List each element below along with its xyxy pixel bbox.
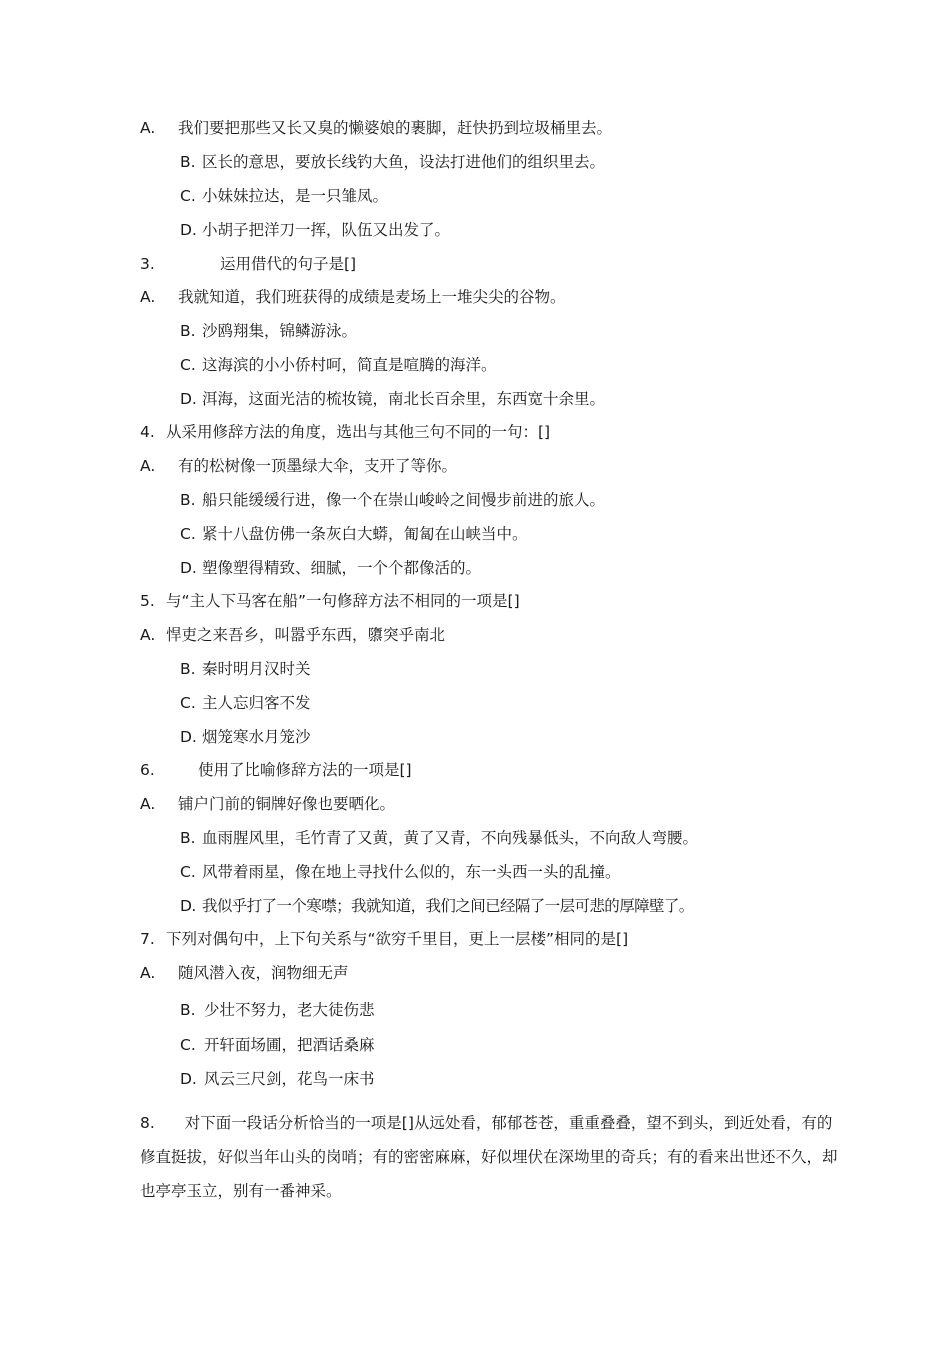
q4-option-c — [180, 524, 528, 544]
q7-stem-text: 下列对偶句中，上下句关系与“欲穷千里目，更上一层楼”相同的是[] — [166, 930, 629, 948]
q3-stem-text: 运用借代的句子是[] — [220, 255, 357, 273]
q2-option-a — [140, 118, 612, 138]
q4-option-d-label: D. — [180, 559, 197, 577]
q7-option-c — [180, 1035, 375, 1055]
q2-option-c-label: C. — [180, 187, 196, 205]
q3-option-b — [180, 321, 357, 341]
q3-number: 3. — [140, 255, 155, 273]
q4-option-b-text: 船只能缓缓行进，像一个在崇山峻岭之间慢步前进的旅人。 — [202, 491, 606, 509]
q4-option-a-text: 有的松树像一顶墨绿大伞，支开了等你。 — [178, 457, 458, 475]
q7-option-a — [140, 963, 349, 983]
q4-option-b-label: B. — [180, 491, 196, 509]
q3-option-a-label: A. — [140, 288, 156, 306]
q7-number: 7. — [140, 930, 155, 948]
q7-option-b-text: 少壮不努力，老大徒伤悲 — [204, 1001, 375, 1019]
q6-option-b-label: B. — [180, 829, 196, 847]
q2-option-d-label: D. — [180, 221, 197, 239]
q5-stem-text: 与“主人下马客在船”一句修辞方法不相同的一项是[] — [166, 592, 520, 610]
q7-option-a-label: A. — [140, 964, 156, 982]
q4-option-d-text: 塑像塑得精致、细腻，一个个都像活的。 — [202, 559, 482, 577]
q5-option-a — [140, 625, 445, 645]
q2-option-a-text: 我们要把那些又长又臭的懒婆娘的裹脚，赶快扔到垃圾桶里去。 — [178, 119, 613, 137]
q8-text: 对下面一段话分析恰当的一项是[]从远处看，郁郁苍苍，重重叠叠，望不到头，到近处看，有的修直挺拔，好似当年山头的岗哨；有的密密麻麻，好似埋伏在深坳里的奇兵；有的看来出世还不久，却也亭亭玉立，别有一番神采。 — [140, 1114, 838, 1200]
q4-option-a-label: A. — [140, 457, 156, 475]
q5-option-d-label: D. — [180, 728, 197, 746]
q3-option-c-label: C. — [180, 356, 196, 374]
q2-option-b-text: 区长的意思，要放长线钓大鱼，设法打进他们的组织里去。 — [202, 153, 606, 171]
q6-option-d-text: 我似乎打了一个寒噤；我就知道，我们之间已经隔了一层可悲的厚障壁了。 — [202, 897, 694, 915]
q6-option-c-text: 风带着雨星，像在地上寻找什么似的，东一头西一头的乱撞。 — [202, 863, 621, 881]
q6-option-b — [180, 828, 698, 848]
q6-option-c — [180, 862, 621, 882]
q6-number: 6. — [140, 761, 155, 779]
q6-option-b-text: 血雨腥风里，毛竹青了又黄，黄了又青，不向残暴低头，不向敌人弯腰。 — [202, 829, 699, 847]
q6-option-a-text: 铺户门前的铜牌好像也要晒化。 — [178, 795, 396, 813]
q3-option-d — [180, 389, 605, 409]
q4-option-d — [180, 558, 481, 578]
q2-option-c-text: 小妹妹拉达，是一只雏凤。 — [202, 187, 389, 205]
q7-stem — [140, 929, 628, 949]
q6-option-a-label: A. — [140, 795, 156, 813]
q5-option-a-label: A. — [140, 626, 156, 644]
q4-stem — [140, 422, 550, 442]
q7-option-d-text: 风云三尺剑，花鸟一床书 — [204, 1070, 375, 1088]
q4-option-b — [180, 490, 605, 510]
q5-option-b-label: B. — [180, 660, 196, 678]
q3-option-b-label: B. — [180, 322, 196, 340]
q4-option-a — [140, 456, 457, 476]
q7-option-b — [180, 1000, 375, 1020]
q5-option-b — [180, 659, 311, 679]
q5-option-c-text: 主人忘归客不发 — [202, 694, 311, 712]
q2-option-d — [180, 220, 450, 240]
q6-option-c-label: C. — [180, 863, 196, 881]
q3-option-d-label: D. — [180, 390, 197, 408]
q5-option-b-text: 秦时明月汉时关 — [202, 660, 311, 678]
q2-option-c — [180, 186, 388, 206]
q4-option-c-text: 紧十八盘仿佛一条灰白大蟒，匍匐在山峡当中。 — [202, 525, 528, 543]
q7-option-d-label: D. — [180, 1070, 197, 1088]
q5-option-c-label: C. — [180, 694, 196, 712]
q3-option-a — [140, 287, 566, 307]
q7-option-c-text: 开轩面场圃，把酒话桑麻 — [204, 1036, 375, 1054]
q6-option-d-label: D. — [180, 897, 196, 915]
q5-stem — [140, 591, 520, 611]
q3-option-d-text: 洱海，这面光洁的梳妆镜，南北长百余里，东西宽十余里。 — [202, 390, 606, 408]
q7-option-c-label: C. — [180, 1036, 196, 1054]
q7-option-a-text: 随风潜入夜，润物细无声 — [178, 964, 349, 982]
q4-option-c-label: C. — [180, 525, 196, 543]
q7-option-b-label: B. — [180, 1001, 196, 1019]
q2-option-a-label: A. — [140, 119, 156, 137]
q8-number: 8. — [140, 1114, 155, 1132]
q3-option-c-text: 这海滨的小小侨村呵，简直是喧腾的海洋。 — [202, 356, 497, 374]
q6-option-a — [140, 794, 395, 814]
q5-option-d-text: 烟笼寒水月笼沙 — [202, 728, 311, 746]
q7-option-d — [180, 1069, 375, 1089]
q2-option-d-text: 小胡子把洋刀一挥，队伍又出发了。 — [202, 221, 451, 239]
q5-option-d — [180, 727, 311, 747]
q2-option-b-label: B. — [180, 153, 196, 171]
q6-stem — [140, 760, 412, 780]
q3-option-a-text: 我就知道，我们班获得的成绩是麦场上一堆尖尖的谷物。 — [178, 288, 566, 306]
q4-number: 4. — [140, 423, 155, 441]
q6-stem-text: 使用了比喻修辞方法的一项是[] — [198, 761, 412, 779]
q6-option-d — [180, 896, 694, 916]
q4-stem-text: 从采用修辞方法的角度，选出与其他三句不同的一句：[] — [166, 423, 551, 441]
q5-option-c — [180, 693, 311, 713]
q3-option-c — [180, 355, 497, 375]
q5-number: 5. — [140, 592, 155, 610]
q2-option-b — [180, 152, 605, 172]
q3-option-b-text: 沙鸥翔集，锦鳞游泳。 — [202, 322, 358, 340]
q8-paragraph — [140, 1106, 840, 1208]
q3-stem — [140, 254, 356, 274]
q5-option-a-text: 悍吏之来吾乡，叫嚣乎东西，隳突乎南北 — [166, 626, 446, 644]
